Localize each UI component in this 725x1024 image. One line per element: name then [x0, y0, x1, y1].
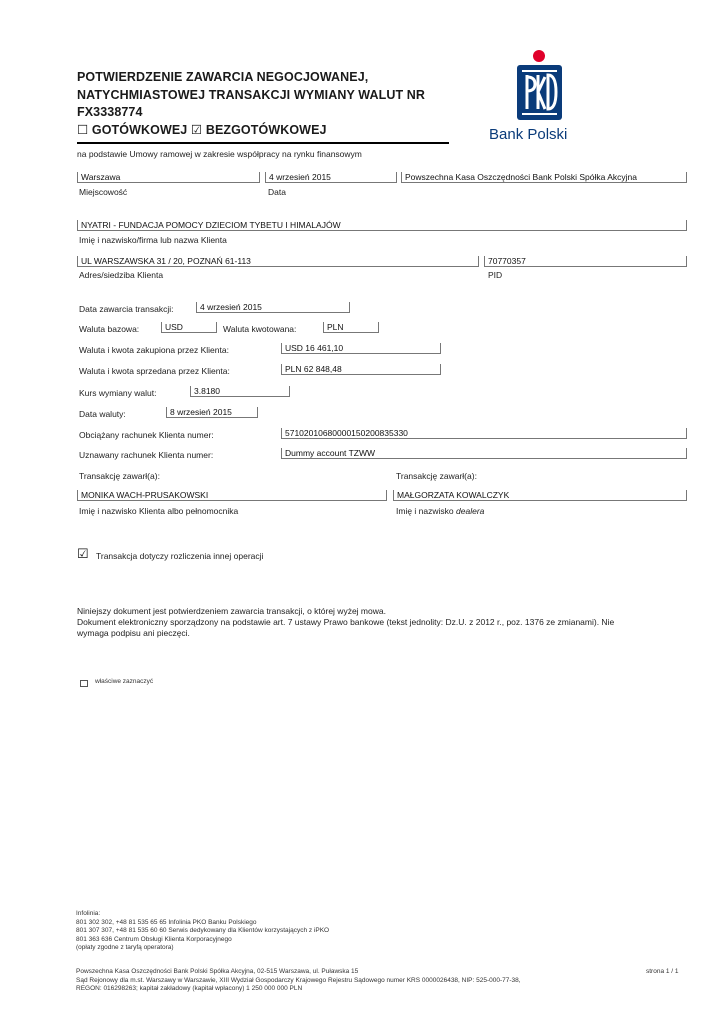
related-operation-checkbox-icon[interactable]: ☑: [77, 546, 89, 561]
debit-account-field[interactable]: 57102010680000150200835330: [281, 428, 687, 439]
value-date-field[interactable]: 8 wrzesień 2015: [166, 407, 258, 418]
bank-polski-logotype: Bank Polski: [489, 126, 568, 143]
dealer-signatory-field[interactable]: MAŁGORZATA KOWALCZYK: [393, 490, 687, 501]
document-subtitle: na podstawie Umowy ramowej w zakresie współpracy na rynku finansowym: [77, 149, 362, 159]
page-number: strona 1 / 1: [646, 968, 679, 975]
quote-currency-field[interactable]: PLN: [323, 322, 379, 333]
client-address-field[interactable]: UL WARSZAWSKA 31 / 20, POZNAŃ 61-113: [77, 256, 479, 267]
infoline-title: Infolinia:: [76, 910, 101, 917]
bought-amount-field[interactable]: USD 16 461,10: [281, 343, 441, 354]
infoline-block: [76, 910, 329, 953]
client-name-field[interactable]: NYATRI - FUNDACJA POMOCY DZIECIOM TYBETU I HIMALAJÓW: [77, 220, 687, 231]
base-currency-label: Waluta bazowa:: [79, 324, 140, 334]
document-title: [77, 69, 457, 139]
noncash-checkbox-icon: ☑: [190, 122, 203, 137]
noncash-label: BEZGOTÓWKOWEJ: [205, 122, 327, 137]
client-concluded-label: Transakcję zawarł(a):: [79, 471, 160, 481]
sold-amount-label: Waluta i kwota sprzedana przez Klienta:: [79, 366, 230, 376]
cash-label: GOTÓWKOWEJ: [91, 122, 188, 137]
base-currency-field[interactable]: USD: [161, 322, 217, 333]
infoline-line-4: (opłaty zgodne z taryfą operatora): [76, 944, 174, 952]
date-field[interactable]: 4 wrzesień 2015: [265, 172, 397, 183]
title-divider: [77, 142, 449, 144]
bought-amount-label: Waluta i kwota zakupiona przez Klienta:: [79, 345, 229, 355]
legal-notice: [77, 606, 677, 639]
dealer-label-prefix: Imię i nazwisko: [396, 506, 454, 516]
quote-currency-label: Waluta kwotowana:: [223, 324, 297, 334]
notice-line-3: wymaga podpisu ani pieczęci.: [77, 628, 190, 638]
title-line-1: POTWIERDZENIE ZAWARCIA NEGOCJOWANEJ,: [77, 70, 369, 84]
place-field[interactable]: Warszawa: [77, 172, 260, 183]
place-label: Miejscowość: [79, 187, 128, 197]
trade-date-label: Data zawarcia transakcji:: [79, 304, 174, 314]
footer-line-1: Powszechna Kasa Oszczędności Bank Polski Spółka Akcyjna, 02-515 Warszawa, ul. Puławska 15: [76, 968, 359, 975]
transaction-type-row: [77, 122, 457, 140]
company-footer: [76, 968, 521, 994]
credit-account-field[interactable]: Dummy account TZWW: [281, 448, 687, 459]
infoline-line-1: 801 302 302, +48 81 535 65 65 Infolinia PKO Banku Polskiego: [76, 918, 257, 926]
sold-amount-field[interactable]: PLN 62 848,48: [281, 364, 441, 375]
footer-line-3: REGON: 016298263; kapitał zakładowy (kapitał wpłacony) 1 250 000 000 PLN: [76, 985, 303, 993]
date-label: Data: [268, 187, 286, 197]
notice-line-1: Niniejszy dokument jest potwierdzeniem zawarcia transakcji, o której wyżej mowa.: [77, 606, 386, 616]
client-name-label: Imię i nazwisko/firma lub nazwa Klienta: [79, 235, 227, 245]
related-operation-label: Transakcja dotyczy rozliczenia innej operacji: [96, 551, 264, 561]
legend-label: właściwe zaznaczyć: [95, 678, 154, 685]
client-address-label: Adres/siedziba Klienta: [79, 270, 164, 280]
title-line-3: FX3338774: [77, 105, 143, 119]
dealer-concluded-label: Transakcję zawarł(a):: [396, 471, 477, 481]
infoline-line-3: 801 363 636 Centrum Obsługi Klienta Korporacyjnego: [76, 935, 232, 943]
notice-line-2: Dokument elektroniczny sporządzony na podstawie art. 7 ustawy Prawo bankowe (tekst jednolity: Dz.U. z 2012 r., poz. 1376 ze zmianami). Nie: [77, 617, 615, 627]
dealer-signatory-label: [396, 506, 484, 516]
client-signatory-label: Imię i nazwisko Klienta albo pełnomocnika: [79, 506, 239, 516]
client-pid-label: PID: [488, 270, 503, 280]
footer-line-2: Sąd Rejonowy dla m.st. Warszawy w Warszawie, XIII Wydział Gospodarczy Krajowego Rejestru Sądowego numer KRS 0000026438, NIP: 525-000-77-38,: [76, 976, 521, 984]
exchange-rate-label: Kurs wymiany walut:: [79, 388, 157, 398]
client-pid-field[interactable]: 70770357: [484, 256, 687, 267]
client-signatory-field[interactable]: MONIKA WACH-PRUSAKOWSKI: [77, 490, 387, 501]
trade-date-field[interactable]: 4 wrzesień 2015: [196, 302, 350, 313]
debit-account-label: Obciążany rachunek Klienta numer:: [79, 430, 214, 440]
infoline-line-2: 801 307 307, +48 81 535 60 60 Serwis dedykowany dla Klientów korzystających z iPKO: [76, 927, 330, 935]
cash-checkbox-icon: ☐: [77, 122, 89, 137]
exchange-rate-field[interactable]: 3.8180: [190, 386, 290, 397]
credit-account-label: Uznawany rachunek Klienta numer:: [79, 450, 214, 460]
legend-checkbox-icon: [80, 680, 88, 687]
title-line-2: NATYCHMIASTOWEJ TRANSAKCJI WYMIANY WALUT NR: [77, 87, 426, 102]
bank-name-field[interactable]: Powszechna Kasa Oszczędności Bank Polski Spółka Akcyjna: [401, 172, 687, 183]
dealer-label-italic: dealera: [456, 506, 485, 516]
value-date-label: Data waluty:: [79, 409, 126, 419]
